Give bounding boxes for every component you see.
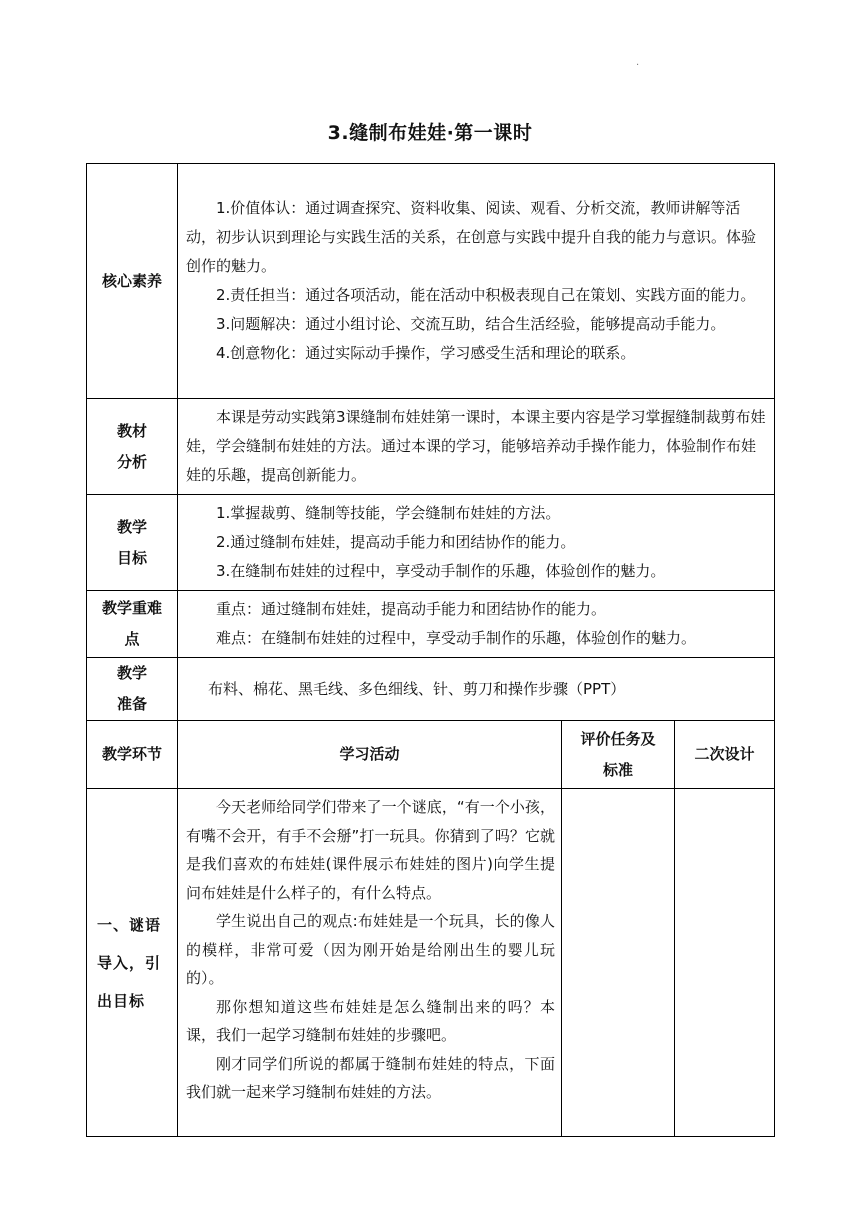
evaluation-header-line2: 标准 xyxy=(602,760,633,779)
teaching-goals-label-line2: 目标 xyxy=(116,548,147,567)
preparation-label-line2: 准备 xyxy=(116,695,147,713)
row-core-literacy xyxy=(87,164,775,399)
activity-cell xyxy=(178,789,562,1137)
stage-line3: 出目标 xyxy=(97,991,146,1010)
teaching-goal-item: 1.掌握裁剪、缝制等技能，学会缝制布娃娃的方法。 xyxy=(216,504,561,522)
teaching-goal-item: 2.通过缝制布娃娃，提高动手能力和团结协作的能力。 xyxy=(216,533,576,551)
material-analysis-text: 本课是劳动实践第3课缝制布娃娃第一课时，本课主要内容是学习掌握缝制裁剪布娃娃，学会缝制布娃娃的方法。通过本课的学习，能够培养动手操作能力，体验制作布娃娃的乐趣，提高创新能力。 xyxy=(186,408,766,484)
material-analysis-label-line2: 分析 xyxy=(116,452,147,471)
evaluation-header-line1: 评价任务及 xyxy=(580,729,656,748)
difficulty-text: 难点：在缝制布娃娃的过程中，享受动手制作的乐趣，体验创作的魅力。 xyxy=(216,629,697,647)
preparation-label-line1: 教学 xyxy=(116,664,147,682)
core-literacy-item: 1.价值体认：通过调查探究、资料收集、阅读、观看、分析交流，教师讲解等活动，初步认识到理论与实践生活的关系，在创意与实践中提升自我的能力与意识。体验创作的魅力。 xyxy=(186,199,757,275)
lesson-plan-table xyxy=(86,163,775,1137)
material-analysis-label xyxy=(87,399,178,495)
row-material-analysis xyxy=(87,399,775,495)
stage-cell xyxy=(87,789,178,1137)
key-point-text: 重点：通过缝制布娃娃，提高动手能力和团结协作的能力。 xyxy=(216,600,607,618)
teaching-goals-label xyxy=(87,495,178,591)
redesign-cell xyxy=(675,789,775,1137)
stage-header: 教学环节 xyxy=(87,721,178,789)
activity-header: 学习活动 xyxy=(178,721,562,789)
process-header-row xyxy=(87,721,775,789)
key-points-label-line2: 点 xyxy=(124,630,140,648)
teaching-goal-item: 3.在缝制布娃娃的过程中，享受动手制作的乐趣，体验创作的魅力。 xyxy=(216,562,666,580)
activity-paragraph: 刚才同学们所说的都属于缝制布娃娃的特点，下面我们就一起来学习缝制布娃娃的方法。 xyxy=(186,1054,555,1101)
core-literacy-item: 2.责任担当：通过各项活动，能在活动中积极表现自己在策划、实践方面的能力。 xyxy=(216,286,756,304)
material-analysis-content xyxy=(178,399,775,495)
stage-line1: 一、谜语 xyxy=(97,915,162,934)
stage-line2: 导入，引 xyxy=(97,953,162,972)
process-row-intro xyxy=(87,789,775,1137)
evaluation-cell xyxy=(562,789,675,1137)
preparation-label xyxy=(87,658,178,721)
material-analysis-label-line1: 教材 xyxy=(116,421,147,440)
redesign-header: 二次设计 xyxy=(675,721,775,789)
teaching-goals-content xyxy=(178,495,775,591)
row-preparation xyxy=(87,658,775,721)
core-literacy-item: 3.问题解决：通过小组讨论、交流互助，结合生活经验，能够提高动手能力。 xyxy=(216,315,726,333)
key-points-label-line1: 教学重难 xyxy=(101,599,162,617)
row-teaching-goals xyxy=(87,495,775,591)
row-key-points xyxy=(87,591,775,658)
preparation-content: 布料、棉花、黑毛线、多色细线、针、剪刀和操作步骤（PPT） xyxy=(178,658,775,721)
teaching-goals-label-line1: 教学 xyxy=(116,517,147,536)
core-literacy-label: 核心素养 xyxy=(87,164,178,399)
page-title: 3.缝制布娃娃·第一课时 xyxy=(327,122,533,144)
activity-paragraph: 那你想知道这些布娃娃是怎么缝制出来的吗？本课，我们一起学习缝制布娃娃的步骤吧。 xyxy=(186,997,555,1044)
key-points-content xyxy=(178,591,775,658)
activity-paragraph: 今天老师给同学们带来了一个谜底，“有一个小孩，有嘴不会开，有手不会掰”打一玩具。你猜到了吗？它就是我们喜欢的布娃娃(课件展示布娃娃的图片)向学生提问布娃娃是什么样子的，有什么特点。 xyxy=(186,798,555,902)
core-literacy-content xyxy=(178,164,775,399)
header-mark: . xyxy=(636,57,640,68)
core-literacy-item: 4.创意物化：通过实际动手操作，学习感受生活和理论的联系。 xyxy=(216,344,636,362)
evaluation-header xyxy=(562,721,675,789)
key-points-label xyxy=(87,591,178,658)
activity-paragraph: 学生说出自己的观点:布娃娃是一个玩具，长的像人的模样，非常可爱（因为刚开始是给刚出生的婴儿玩的）。 xyxy=(186,912,555,987)
